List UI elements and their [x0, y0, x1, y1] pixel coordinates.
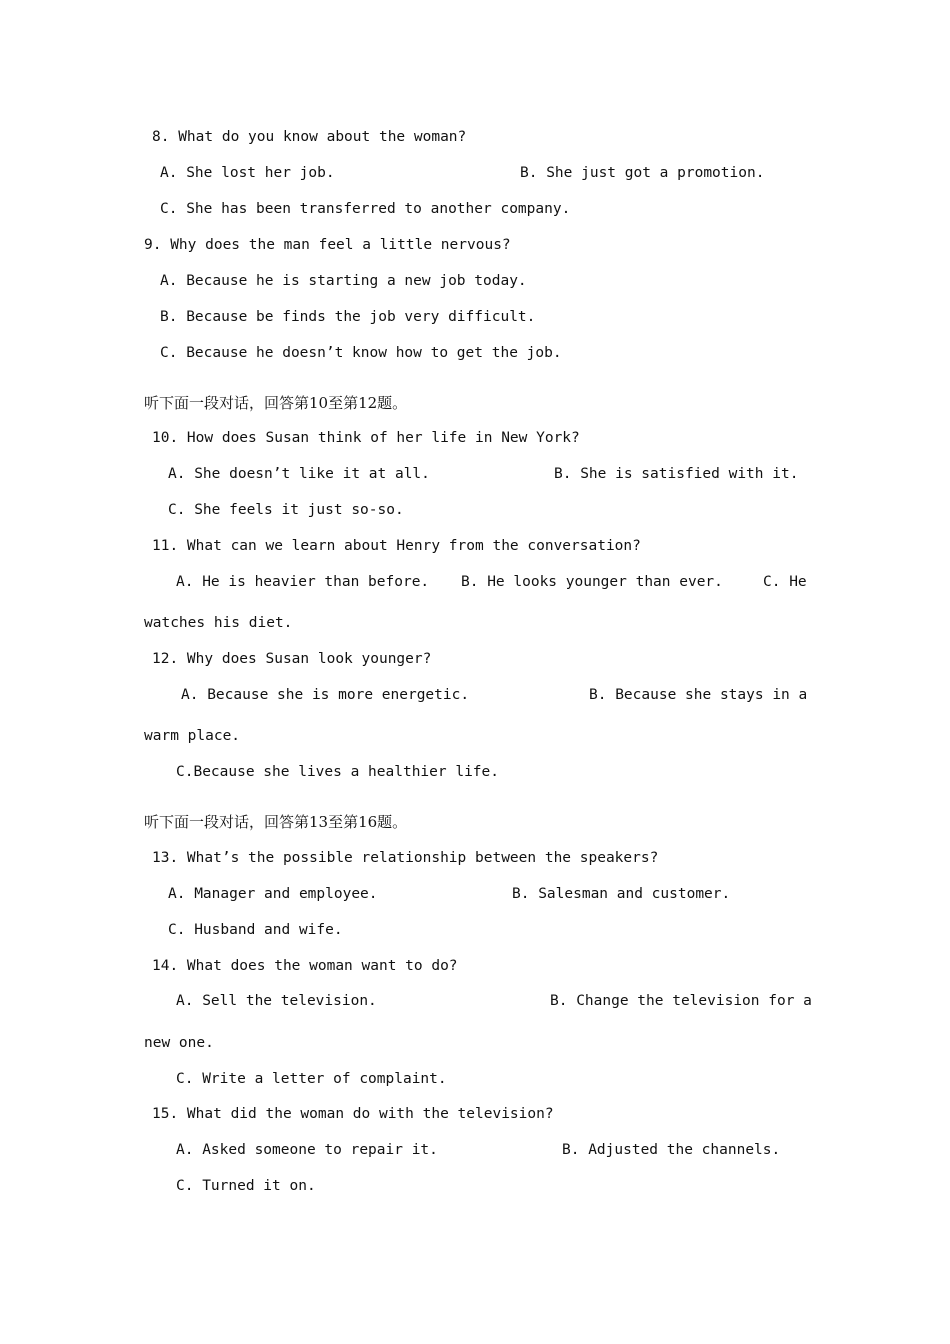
- question-11-option-c-continued: watches his diet.: [144, 615, 293, 631]
- question-13-option-c: C. Husband and wife.: [168, 922, 343, 938]
- question-14-option-a: A. Sell the television.: [176, 993, 377, 1009]
- question-8-option-a: A. She lost her job.: [160, 165, 335, 181]
- question-15-option-a: A. Asked someone to repair it.: [176, 1142, 438, 1158]
- question-11-option-c: C. He: [763, 574, 807, 590]
- question-15-stem: 15. What did the woman do with the television?: [152, 1106, 554, 1122]
- question-8-stem: 8. What do you know about the woman?: [152, 129, 467, 145]
- question-13-stem: 13. What’s the possible relationship between the speakers?: [152, 850, 659, 866]
- question-8-option-b: B. She just got a promotion.: [520, 165, 765, 181]
- question-12-stem: 12. Why does Susan look younger?: [152, 651, 432, 667]
- question-11-stem: 11. What can we learn about Henry from the conversation?: [152, 538, 641, 554]
- section-instruction-13-16: 听下面一段对话，回答第13至第16题。: [144, 813, 408, 831]
- question-12-option-b: B. Because she stays in a: [589, 687, 808, 703]
- question-15-option-b: B. Adjusted the channels.: [562, 1142, 781, 1158]
- question-9-stem: 9. Why does the man feel a little nervous?: [144, 237, 511, 253]
- question-12-option-a: A. Because she is more energetic.: [181, 687, 470, 703]
- question-13-option-b: B. Salesman and customer.: [512, 886, 731, 902]
- question-9-option-b: B. Because be finds the job very difficult.: [160, 309, 536, 325]
- question-14-option-b: B. Change the television for a: [550, 993, 812, 1009]
- question-14-option-b-continued: new one.: [144, 1035, 214, 1051]
- question-10-option-a: A. She doesn’t like it at all.: [168, 466, 430, 482]
- question-13-option-a: A. Manager and employee.: [168, 886, 378, 902]
- question-10-option-b: B. She is satisfied with it.: [554, 466, 799, 482]
- section-instruction-10-12: 听下面一段对话，回答第10至第12题。: [144, 394, 408, 412]
- question-10-stem: 10. How does Susan think of her life in New York?: [152, 430, 580, 446]
- question-15-option-c: C. Turned it on.: [176, 1178, 316, 1194]
- question-11-option-a: A. He is heavier than before.: [176, 574, 430, 590]
- question-14-stem: 14. What does the woman want to do?: [152, 958, 458, 974]
- question-10-option-c: C. She feels it just so-so.: [168, 502, 404, 518]
- question-14-option-c: C. Write a letter of complaint.: [176, 1071, 447, 1087]
- question-11-option-b: B. He looks younger than ever.: [461, 574, 723, 590]
- question-12-option-b-continued: warm place.: [144, 728, 241, 744]
- question-8-option-c: C. She has been transferred to another company.: [160, 201, 571, 217]
- question-12-option-c: C.Because she lives a healthier life.: [176, 764, 500, 780]
- question-9-option-a: A. Because he is starting a new job today.: [160, 273, 527, 289]
- question-9-option-c: C. Because he doesn’t know how to get the job.: [160, 345, 562, 361]
